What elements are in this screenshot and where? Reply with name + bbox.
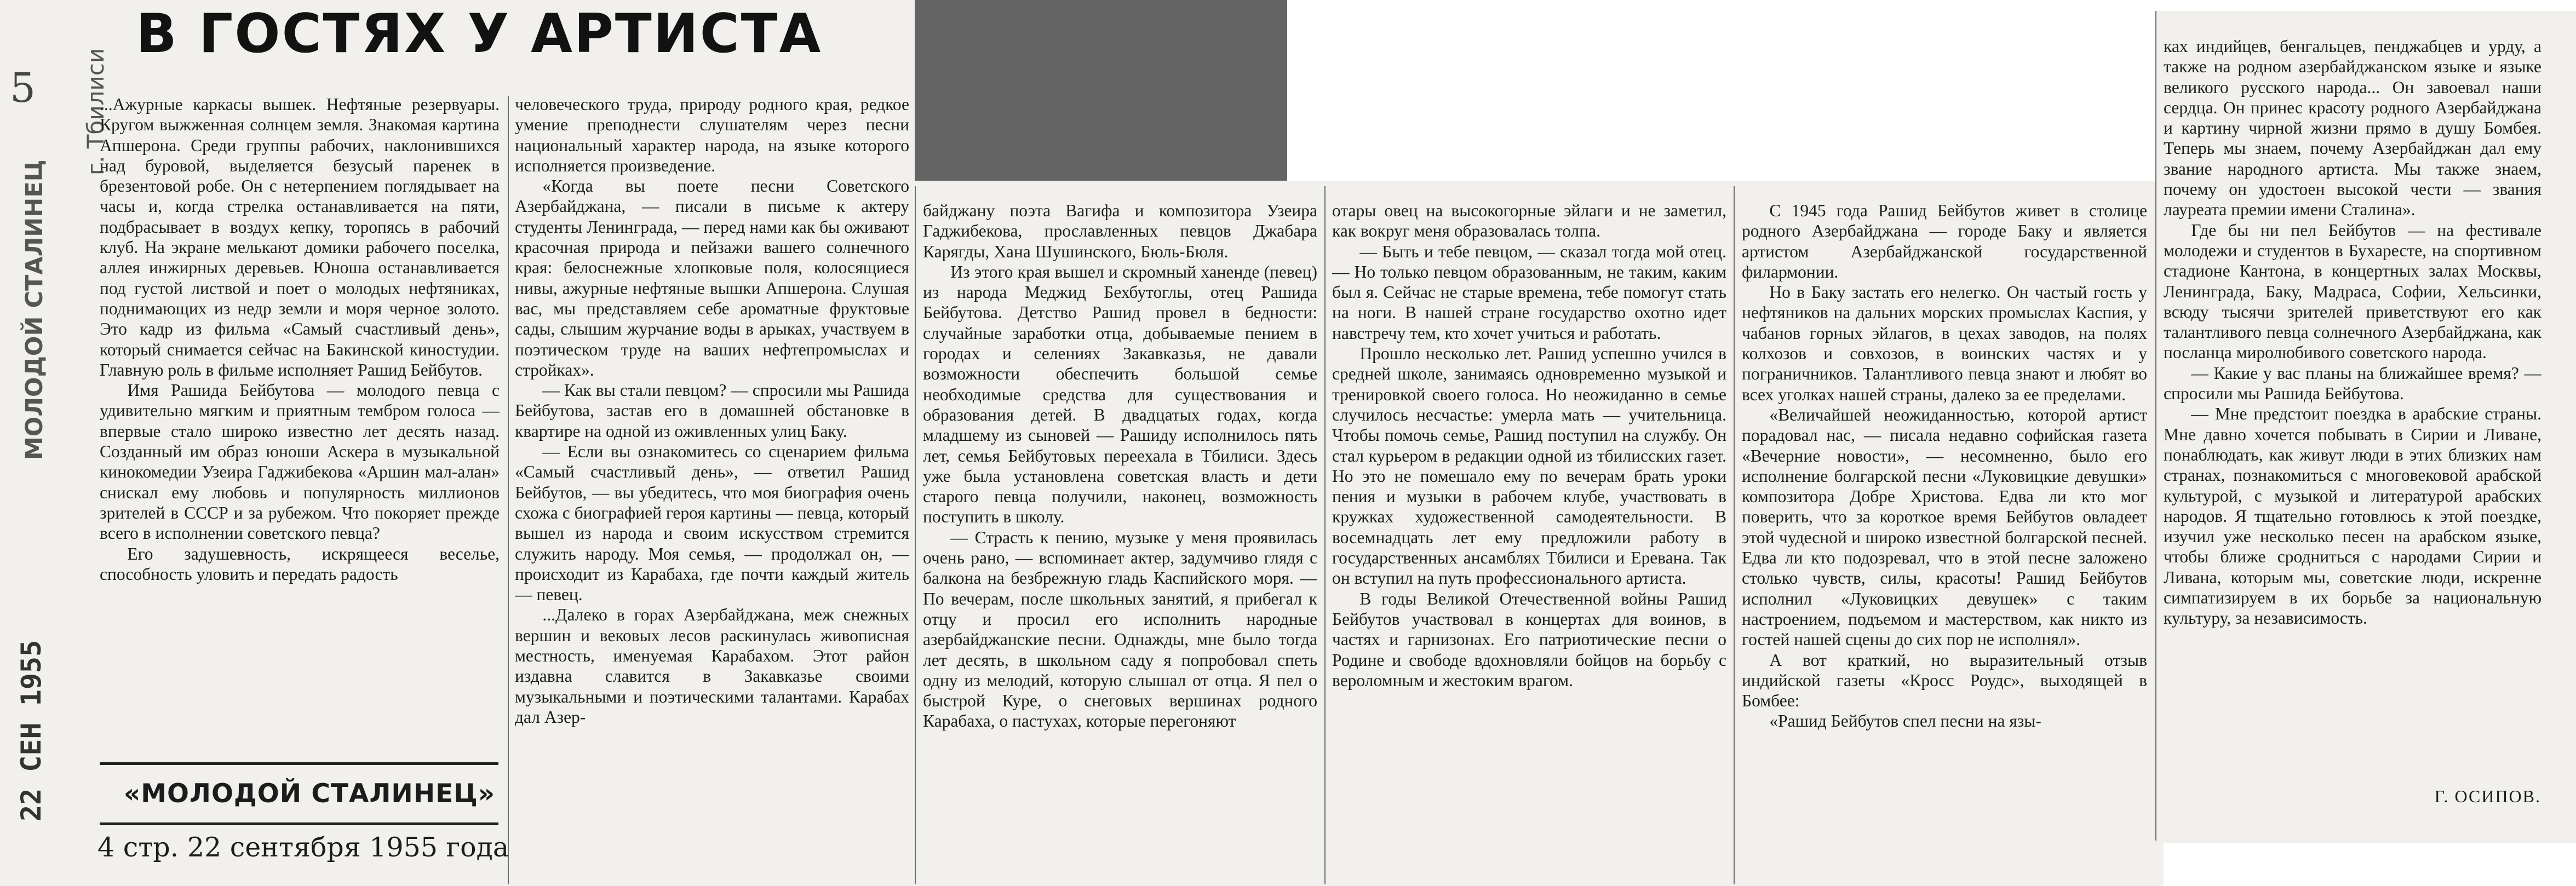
paragraph: Где бы ни пел Бейбутов — на фестивале молодежи и студентов в Бухаресте, на спортивном стадионе Кантона, в концертных залах Москвы, Ленинграда, Баку, Мадраса, Софии, Хельсинки, всюду тысячи зрителей приветствуют его как талантливого певца солнечного Азербайджана, как посланца миролюбивого советского народа. [2164,220,2541,363]
column-rule-5 [2155,11,2156,841]
paragraph: — Если вы ознакомитесь со сценарием фильма «Самый счастливый день», — ответил Рашид Бейбутов, — вы убедитесь, что моя биография очень схожа с биографией героя картины — певца, который вышел из народа и своим искусством стремится служить народу. Моя семья, — продолжал он, — происходит из Карабаха, где почти каждый житель — певец. [515,442,909,605]
article-column-5 [1742,200,2147,885]
page-number: 5 [10,65,36,112]
column-rule-1 [508,96,509,884]
paragraph: В годы Великой Отечественной войны Рашид Бейбутов участвовал в концертах для воинов, в частях и гарнизонах. Его патриотические песни о Родине и свободе вдохновляли бойцов на борьбу с вероломным и жестоким врагом. [1332,589,1726,690]
paragraph: «Рашид Бейбутов спел песни на язы- [1769,711,2041,731]
publication-name: «МОЛОДОЙ СТАЛИНЕЦ» [123,779,496,809]
article-column-2 [515,94,909,883]
article-column-4 [1332,200,1726,885]
article-column-1 [100,94,500,756]
paragraph: ...Далеко в горах Азербайджана, меж снежных вершин и вековых лесов раскинулась живописная местность, именуемая Карабахом. Этот район издавна славится в Закавказье своими музыкальными и поэтическими талантами. Карабах дал Азер- [515,605,909,727]
paragraph: человеческого труда, природу родного края, редкое умение преподнести слушателям через песни национальный характер народа, на языке которого исполняется произведение. [515,95,909,175]
paragraph: А вот краткий, но выразительный отзыв индийской газеты «Кросс Роудс», выходящей в Бомбее: [1742,650,2147,711]
paragraph: «Когда вы поете песни Советского Азербайджана, — писали в письме к актеру студенты Ленинграда, — перед нами как бы оживают красочная природа и пейзажи вашего солнечного края: белоснежные хлопковые поля, колосящиеся нивы, ажурные нефтяные вышки Апшерона. Слушая вас, мы представляем себе ароматные фруктовые сады, слышим журчание воды в арыках, участвуем в поэтическом труде на ваших нефтепромыслах и стройках». [515,176,909,379]
paragraph: ...Ажурные каркасы вышек. Нефтяные резервуары. Кругом выжженная солнцем земля. Знакомая картина Апшерона. Среди группы рабочих, наклонившихся над буровой, выделяется безусый паренек в брезентовой робе. Он с нетерпением поглядывает на часы и, когда стрелка останавливается на пяти, подбрасывает в воздух кепку, торопясь в рабочий клуб. На экране мелькают домики рабочего поселка, аллея инжирных деревьев. Юноша останавливается под густой листвой и поет о молодых нефтяниках, поднимающих из недр земли и моря черное золото. Это кадр из фильма «Самый счастливый день», который снимается сейчас на Бакинской киностудии. Главную роль в фильме исполняет Рашид Бейбутов. [100,95,500,379]
column-rule-2 [915,186,916,884]
scan-dark-gap [915,0,1287,181]
paragraph: Из этого края вышел и скромный ханенде (певец) из народа Меджид Бехбутоглы, отец Рашида Бейбутова. Детство Рашид провел в бедности: случайные заработки отца, добываемые пением в городах и селениях Закавказья, не давали возможности обеспечить большой семье необходимые средства для существования и образования детей. В двадцатых годах, когда младшему из сыновей — Рашиду исполнилось пять лет, семья Бейбутовых переехала в Тбилиси. Здесь уже была установлена советская власть и дети старого певца получили, наконец, возможность поступить в школу. [923,262,1317,527]
column-rule-3 [1324,186,1326,884]
paragraph: — Мне предстоит поездка в арабские страны. Мне давно хочется побывать в Сирии и Ливане, понаблюдать, как живут люди в этих близких нам странах, познакомиться с многовековой арабской культурой, с музыкой и литературой арабских народов. Я тщательно готовлюсь к этой поездке, изучил уже несколько песен на арабском языке, чтобы ближе сродниться с народами Сирии и Ливана, которым мы, советские люди, искренне симпатизируем в их борьбе за национальную культуру, за независимость. [2164,404,2541,628]
paragraph: — Быть и тебе певцом, — сказал тогда мой отец. — Но только певцом образованным, не таким, каким был я. Сейчас не старые времена, тебе помогут стать на ноги. В нашей стране государство охотно идет навстречу тем, кто хочет учиться и работать. [1332,241,1726,343]
article-title: В ГОСТЯХ У АРТИСТА [136,3,823,65]
paragraph: «Величайшей неожиданностью, которой артист порадовал нас, — писала недавно софийская газета «Вечерние новости», — несомненно, было его исполнение болгарской песни «Луковицкие девушки» композитора Добре Христова. Едва ли кто мог поверить, что за короткое время Бейбутов овладеет этой чудесной и широко известной болгарской песней. Едва ли кто подозревал, что в этой песне заложено столько чувств, силы, красоты! Рашид Бейбутов исполнил «Луковицких девушек» с таким настроением, подъемом и мастерством, как никто из гостей нашей сцены до сих пор не исполнял». [1742,405,2147,649]
date-stamp-vertical: 22 СЕН 1955 [15,640,47,821]
paragraph: отары овец на высокогорные эйлаги и не заметил, как вокруг меня образовалась толпа. [1332,201,1726,241]
issue-date-line: 4 стр. 22 сентября 1955 года [97,832,509,863]
masthead-rule-bottom [100,822,498,825]
paragraph: Прошло несколько лет. Рашид успешно учился в средней школе, занимаясь одновременно музыкой и тренировкой своего голоса. Но неожиданно в семье случилось несчастье: умерла мать — учительница. Чтобы помочь семье, Рашид поступил на службу. Он стал курьером в редакции одной из тбилисских газет. Но это не помешало ему по вечерам брать уроки пения и музыки в рабочем клубе, участвовать в кружках художественной самодеятельности. В восемнадцать лет ему предложили работу в государственных ансамблях Тбилиси и Еревана. Так он вступил на путь профессионального артиста. [1332,344,1726,588]
masthead-rule-top [100,762,498,765]
paragraph: — Как вы стали певцом? — спросили мы Рашида Бейбутова, застав его в домашней обстановке в квартире на одной из оживленных улиц Баку. [515,381,909,441]
paragraph: Его задушевность, искрящееся веселье, способность уловить и передать радость [100,544,500,584]
article-column-3 [923,200,1317,885]
paragraph: ках индийцев, бенгальцев, пенджабцев и урду, а также на родном азербайджанском языке и языке великого русского народа... Он завоевал наши сердца. Он принес красоту родного Азербайджана и картину чирной жизни прямо в душу Бомбея. Теперь мы знаем, почему Азербайджан дал ему звание народного артиста. Мы также знаем, почему он удостоен высокой чести — звания лауреата премии имени Сталина». [2164,37,2541,220]
article-column-6 [2164,36,2541,784]
paragraph: Имя Рашида Бейбутова — молодого певца с удивительно мягким и приятным тембром голоса — впервые стало широко известно лет десять назад. Созданный им образ юноши Аскера в музыкальной кинокомедии Узеира Гаджибекова «Аршин мал-алан» снискал ему любовь и популярность миллионов зрителей в СССР и за рубежом. Что покоряет прежде всего в исполнении советского певца? [100,381,500,543]
paragraph: Но в Баку застать его нелегко. Он частый гость у нефтяников на дальних морских промыслах Каспия, у чабанов горных эйлагов, в цехах заводов, на полях колхозов и совхозов, в воинских частях и у пограничников. Талантливого певца знают и любят во всех уголках нашей страны, далеко за ее пределами. [1742,283,2147,404]
paragraph: С 1945 года Рашид Бейбутов живет в столице родного Азербайджана — городе Баку и является артистом Азербайджанской государственной филармонии. [1742,201,2147,281]
paragraph: — Какие у вас планы на ближайшее время? — спросили мы Рашида Бейбутова. [2164,363,2541,404]
paragraph: — Страсть к пению, музыке у меня проявилась очень рано, — вспоминает актер, задумчиво глядя с балкона на безбрежную гладь Каспийского моря. — По вечерам, после школьных занятий, я прибегал к отцу и просил его исполнить народные азербайджанские песни. Однажды, мне было тогда лет десять, в школьном саду я попробовал спеть одну из мелодий, которую слышал от отца. Я пел о быстрой Куре, о снеговых вершинах родного Карабаха, о пастухах, которые перегоняют [923,527,1317,731]
city-vertical: г. Тбилиси [82,48,109,175]
author-signature: Г. ОСИПОВ. [2434,786,2541,806]
column-rule-4 [1734,186,1735,884]
newspaper-name-vertical: МОЛОДОЙ СТАЛИНЕЦ [21,159,48,460]
paragraph: байджану поэта Вагифа и композитора Узеира Гаджибекова, прославленных певцов Джабара Карягды, Хана Шушинского, Бюль-Бюля. [923,201,1317,261]
